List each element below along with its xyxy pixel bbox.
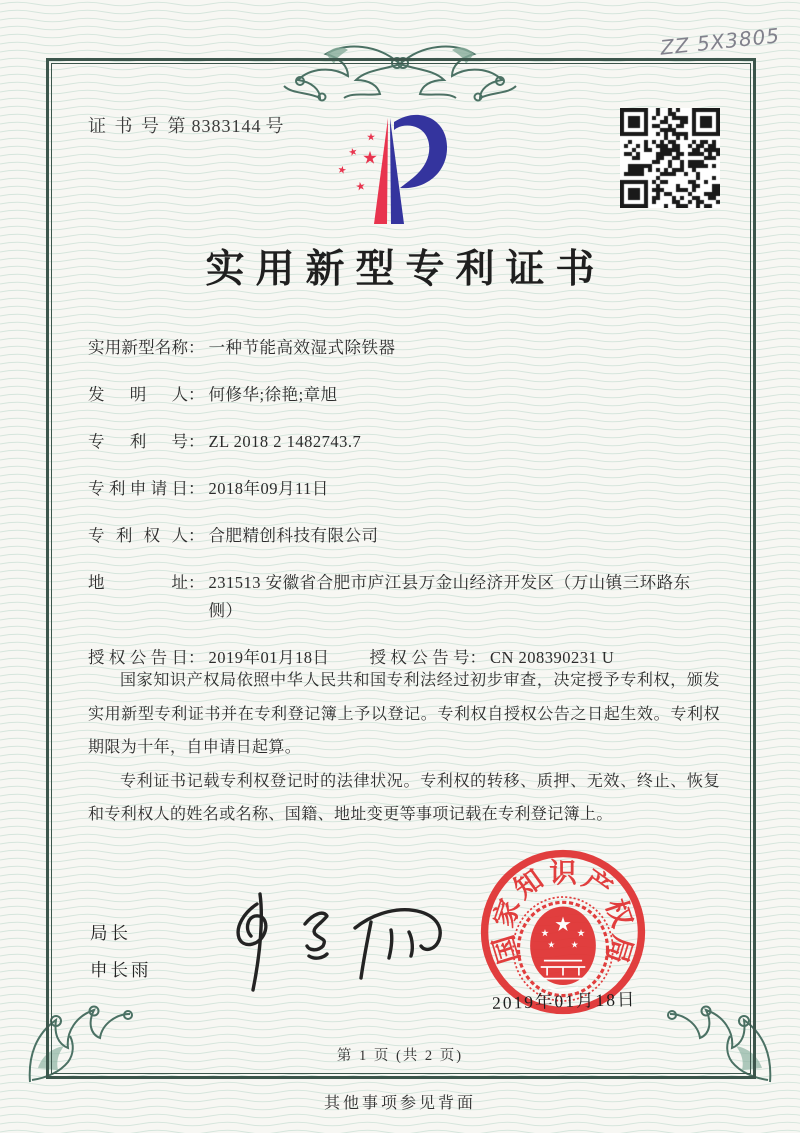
legal-paragraph-2: 专利证书记载专利权登记时的法律状况。专利权的转移、质押、无效、终止、恢复和专利权人的姓名或名称、国籍、地址变更等事项记载在专利登记簿上。	[88, 772, 720, 823]
logo-star-icon	[337, 165, 346, 174]
director-name: 申长雨	[90, 960, 152, 980]
director-title: 局长	[90, 923, 131, 943]
page-number: 第 1 页 (共 2 页)	[336, 1048, 464, 1064]
field-value: CN 208390231 U	[490, 648, 615, 667]
field-label: 授权公告日	[88, 648, 188, 667]
director-signature	[205, 886, 455, 996]
svg-text:知: 知	[508, 863, 549, 905]
certificate-number: 8383144	[191, 116, 262, 136]
field-row-grant: 授权公告日 ： 2019年01月18日 授权公告号 ： CN 208390231 U	[88, 644, 720, 672]
svg-text:产: 产	[577, 863, 618, 905]
logo-obelisk-blue-half	[390, 118, 404, 224]
director-block	[90, 920, 152, 994]
certificate-number-prefix: 证 书 号 第	[88, 116, 188, 136]
national-emblem-icon	[513, 897, 613, 1001]
certificate-title: 实用新型专利证书	[205, 248, 606, 291]
field-value: 一种节能高效湿式除铁器	[208, 338, 396, 357]
logo-obelisk-red-half	[374, 118, 388, 224]
field-label: 专利号	[88, 432, 188, 451]
logo-star-icon	[348, 147, 358, 156]
field-pair-grant-number: 授权公告号 ： CN 208390231 U	[370, 644, 615, 672]
field-row-address: 地址 ： 231513 安徽省合肥市庐江县万金山经济开发区（万山镇三环路东侧）	[88, 569, 720, 625]
see-back-note: 其他事项参见背面	[323, 1095, 476, 1112]
field-row-patentee: 专利权人 ： 合肥精创科技有限公司	[88, 522, 720, 550]
legal-paragraphs	[88, 664, 720, 832]
field-value: 合肥精创科技有限公司	[208, 526, 379, 545]
logo-star-icon	[363, 151, 376, 164]
qr-code	[620, 108, 720, 208]
logo-star-icon	[355, 181, 365, 191]
field-label: 地址	[88, 573, 188, 592]
logo-star-icon	[367, 133, 375, 141]
field-row-utility-model-name: 实用新型名称 ： 一种节能高效湿式除铁器	[88, 334, 720, 362]
seal-date: 2019年01月18日	[491, 989, 637, 1013]
field-row-patent-number: 专利号 ： ZL 2018 2 1482743.7	[88, 428, 720, 456]
svg-text:权: 权	[600, 894, 639, 932]
field-row-inventor: 发明人 ： 何修华;徐艳;章旭	[88, 381, 720, 409]
cnipa-logo-icon	[330, 104, 460, 236]
certificate-number-unit: 号	[265, 116, 286, 136]
field-value: 2018年09月11日	[208, 479, 329, 498]
svg-text:家: 家	[487, 894, 526, 932]
certificate-number-line	[88, 112, 286, 138]
field-label: 专利申请日	[88, 479, 188, 498]
field-value: ZL 2018 2 1482743.7	[208, 432, 362, 451]
field-value: 何修华;徐艳;章旭	[208, 385, 338, 404]
field-row-filing-date: 专利申请日 ： 2018年09月11日	[88, 475, 720, 503]
field-label: 实用新型名称	[88, 338, 188, 357]
handwritten-pencil-note: ZZ 5X3805	[659, 23, 782, 60]
svg-text:国: 国	[487, 931, 526, 968]
certificate-fields	[88, 334, 720, 691]
field-label: 专利权人	[88, 526, 188, 545]
field-label: 授权公告号	[369, 648, 470, 667]
legal-paragraph-1: 国家知识产权局依照中华人民共和国专利法经过初步审查，决定授予专利权，颁发实用新型专利证书并在专利登记簿上予以登记。专利权自授权公告之日起生效。专利权期限为十年，自申请日起算。	[88, 672, 720, 756]
svg-text:局: 局	[600, 931, 639, 968]
field-value: 2019年01月18日	[208, 648, 330, 667]
field-label: 发明人	[88, 385, 188, 404]
field-value: 231513 安徽省合肥市庐江县万金山经济开发区（万山镇三环路东侧）	[208, 573, 691, 620]
svg-text:识: 识	[549, 857, 577, 889]
logo-p-bowl	[394, 115, 447, 188]
